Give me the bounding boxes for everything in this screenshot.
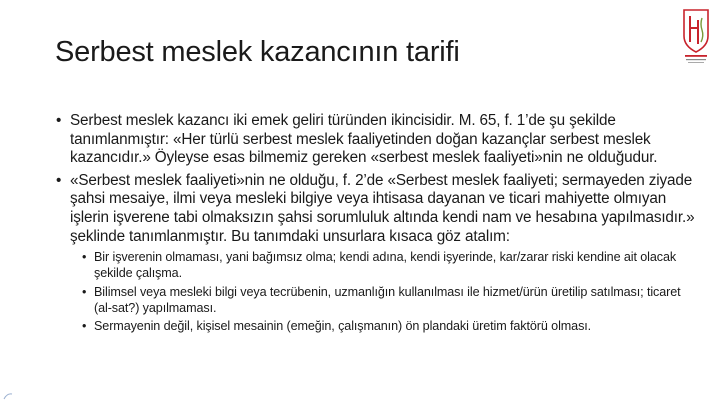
bullet-text: «Serbest meslek faaliyeti»nin ne olduğu, f. 2’de «Serbest meslek faaliyeti; sermayeden ziyade şahsi mesaiye, ilmi veya mesleki bilgiye veya ihtisasa dayanan ve ticari mahiyette olmıyan işlerin işverene tabi olmaksızın şahsi sorumluluk altında kendi nam ve hesabına yapılmasıdır.» şeklinde tanımlanmıştır. Bu tanımdaki unsurlara kısaca göz atalım: xyxy=(70,171,695,245)
university-logo-icon xyxy=(676,6,716,66)
slide-title: Serbest meslek kazancının tarifi xyxy=(55,36,460,68)
corner-decoration-icon xyxy=(3,388,13,398)
sub-bullet-item: • Bir işverenin olmaması, yani bağımsız olma; kendi adına, kendi işyerinde, kar/zarar riski kendine ait olacak şekilde çalışma. xyxy=(82,250,696,282)
bullet-list xyxy=(56,112,696,335)
slide-content xyxy=(56,112,696,339)
sub-bullet-item: • Sermayenin değil, kişisel mesainin (emeğin, çalışmanın) ön plandaki üretim faktörü olması. xyxy=(82,319,696,335)
sub-bullet-list xyxy=(70,250,696,335)
bullet-item: • Serbest meslek kazancı iki emek geliri türünden ikincisidir. M. 65, f. 1’de şu şekilde tanımlanmıştır: «Her türlü serbest meslek faaliyetinden doğan kazançlar serbest meslek kazancıdır.» Öyleyse esas bilmemiz gereken «serbest meslek faaliyeti»nin ne olduğudur. xyxy=(56,112,696,168)
sub-bullet-item: • Bilimsel veya mesleki bilgi veya tecrübenin, uzmanlığın kullanılması ile hizmet/ürün üretilip satılması; ticaret (al-sat?) yapılmaması. xyxy=(82,285,696,317)
bullet-item xyxy=(56,172,696,335)
